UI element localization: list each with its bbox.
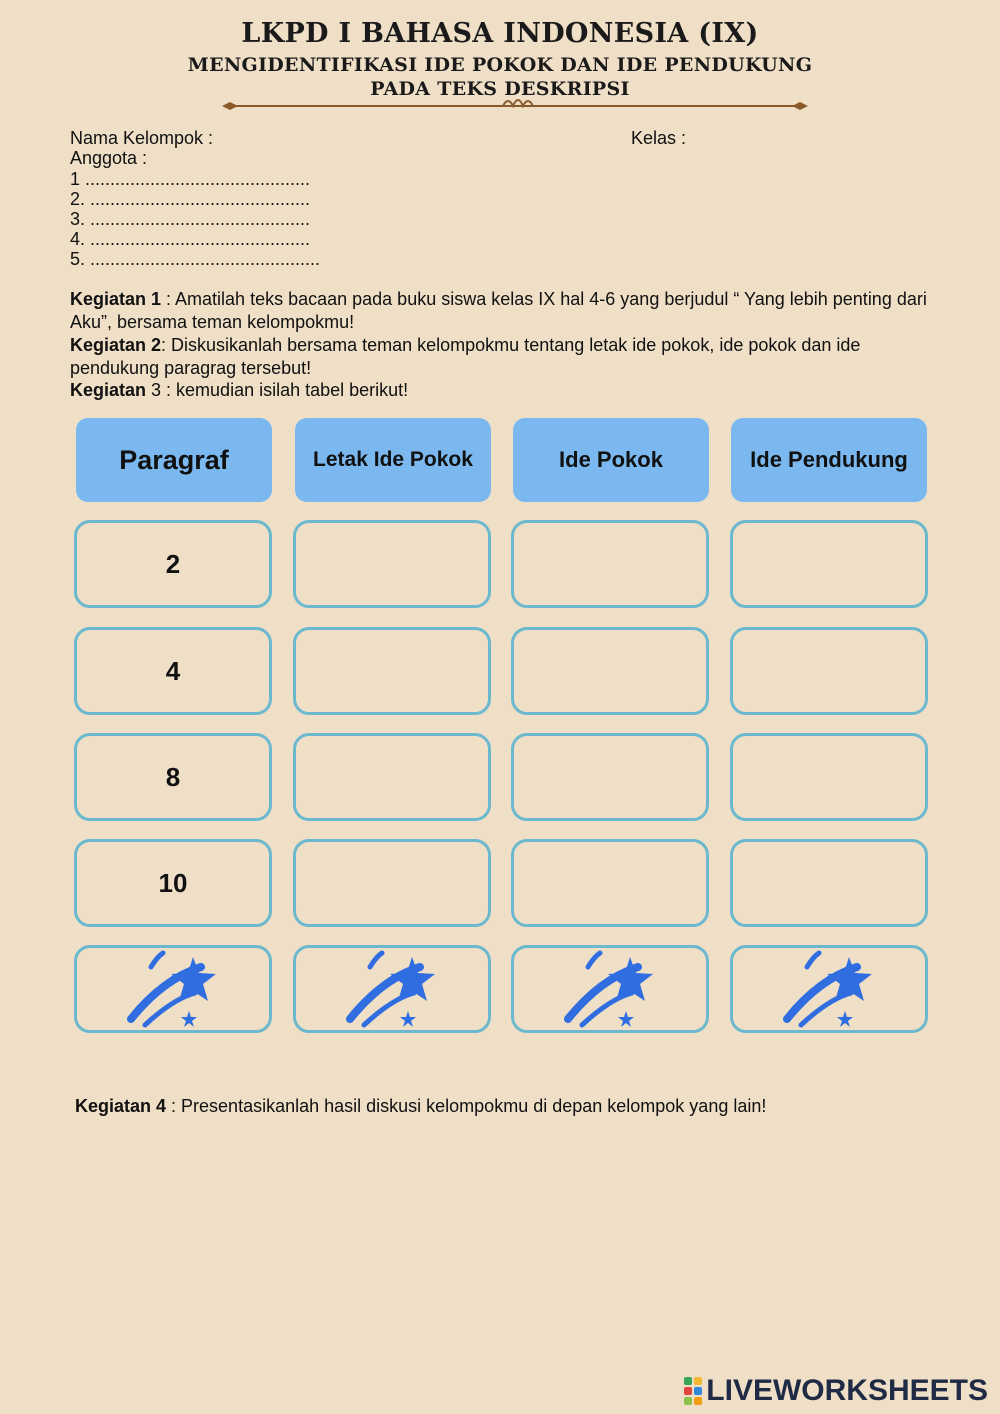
activity-1-label: Kegiatan 1 — [70, 289, 162, 309]
shooting-star-icon — [342, 949, 442, 1029]
paragraph-number-cell: 4 — [74, 627, 272, 715]
activity-4-text: : Presentasikanlah hasil diskusi kelompokmu di depan kelompok yang lain! — [166, 1096, 767, 1116]
shooting-star-icon — [779, 949, 879, 1029]
header-letak-ide-pokok: Letak Ide Pokok — [295, 418, 491, 502]
shooting-star-icon — [560, 949, 660, 1029]
answer-box-ide-pokok[interactable] — [511, 839, 709, 927]
answer-box-ide-pendukung[interactable] — [730, 733, 928, 821]
activity-3-text: 3 : kemudian isilah tabel berikut! — [146, 380, 409, 400]
paragraph-number-cell: 2 — [74, 520, 272, 608]
member-line-5: 5. .............................................. — [70, 249, 321, 269]
answer-box-ide-pokok[interactable] — [511, 627, 709, 715]
answer-box-letak-ide-pokok[interactable] — [293, 733, 491, 821]
header-ide-pokok: Ide Pokok — [513, 418, 709, 502]
activity-1-text: : Amatilah teks bacaan pada buku siswa kelas IX hal 4-6 yang berjudul “ Yang lebih penting dari Aku”, bersama teman kelompokmu! — [70, 289, 927, 332]
answer-box-letak-ide-pokok[interactable] — [293, 839, 491, 927]
answer-box-letak-ide-pokok[interactable] — [293, 627, 491, 715]
answer-box-ide-pokok[interactable] — [511, 733, 709, 821]
answer-box-ide-pendukung[interactable] — [730, 839, 928, 927]
worksheet-subtitle-2: PADA TEKS DESKRIPSI — [370, 78, 630, 100]
brand-name: LIVEWORKSHEETS — [706, 1374, 988, 1407]
paragraph-number-cell: 10 — [74, 839, 272, 927]
activity-4 — [75, 1095, 945, 1118]
activity-4-label: Kegiatan 4 — [75, 1096, 167, 1116]
star-button[interactable] — [730, 945, 928, 1033]
star-button[interactable] — [293, 945, 491, 1033]
star-button[interactable] — [74, 945, 272, 1033]
class-label: Kelas : — [631, 128, 687, 148]
worksheet-title: LKPD I BAHASA INDONESIA (IX) — [241, 18, 759, 49]
liveworksheets-brand — [684, 1374, 988, 1408]
answer-box-letak-ide-pokok[interactable] — [293, 520, 491, 608]
header-ide-pendukung: Ide Pendukung — [731, 418, 927, 502]
ornament-divider — [220, 94, 810, 118]
member-line-1: 1 ............................................. — [70, 169, 311, 189]
answer-box-ide-pendukung[interactable] — [730, 520, 928, 608]
members-label: Anggota : — [70, 148, 148, 168]
activity-2-label: Kegiatan 2 — [70, 335, 162, 355]
worksheet-subtitle: MENGIDENTIFIKASI IDE POKOK DAN IDE PENDUKUNG — [187, 54, 813, 76]
activity-2 — [70, 334, 940, 380]
activity-2-text: : Diskusikanlah bersama teman kelompokmu tentang letak ide pokok, ide pokok dan ide pendukung paragrag tersebut! — [70, 335, 861, 378]
activity-3-label: Kegiatan — [70, 380, 147, 400]
activity-1 — [70, 288, 940, 334]
group-name-label: Nama Kelompok : — [70, 128, 214, 148]
star-button[interactable] — [511, 945, 709, 1033]
member-line-2: 2. ............................................ — [70, 189, 311, 209]
answer-box-ide-pendukung[interactable] — [730, 627, 928, 715]
paragraph-number-cell: 8 — [74, 733, 272, 821]
shooting-star-icon — [123, 949, 223, 1029]
member-line-4: 4. ............................................ — [70, 229, 311, 249]
answer-box-ide-pokok[interactable] — [511, 520, 709, 608]
member-line-3: 3. ............................................ — [70, 209, 311, 229]
header-paragraf: Paragraf — [76, 418, 272, 502]
liveworksheets-logo-icon — [684, 1377, 702, 1405]
activity-3 — [70, 379, 940, 402]
